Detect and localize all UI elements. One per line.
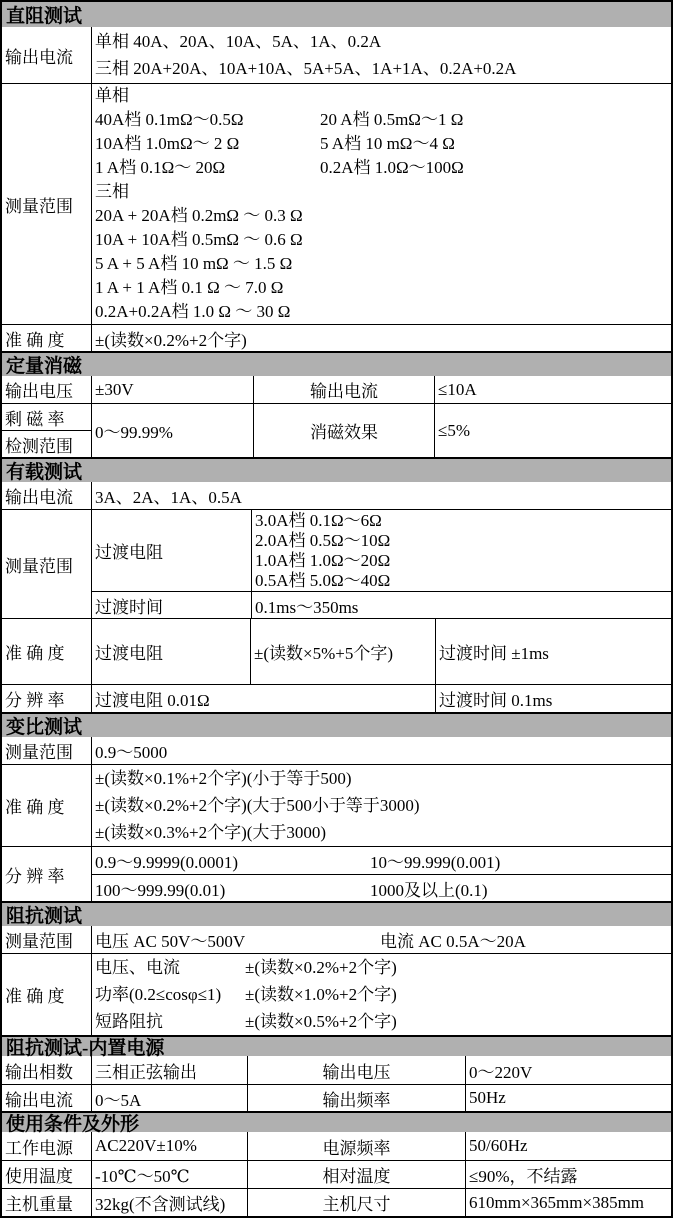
spec-cell: 0～99.99% <box>91 404 253 457</box>
spec-cell <box>251 510 671 591</box>
table-row <box>2 764 671 846</box>
table-row <box>2 1084 671 1111</box>
spec-cell: 50Hz <box>465 1085 671 1111</box>
spec-line: 2.0A档 0.5Ω～10Ω <box>255 530 391 550</box>
row-label: 输出电流 <box>5 1090 73 1110</box>
spec-line <box>95 954 668 981</box>
section-header-ratio-test <box>2 712 671 737</box>
row-label: 准 确 度 <box>5 798 65 817</box>
spec-line <box>95 981 668 1008</box>
spec-line: 三相 20A+20A、10A+10A、5A+5A、1A+1A、0.2A+0.2A <box>95 59 517 78</box>
spec-cell <box>91 765 671 846</box>
spec-cell: 0～5A <box>91 1085 247 1111</box>
row-label: 准 确 度 <box>5 330 65 350</box>
section-title: 阻抗测试-内置电源 <box>6 1038 165 1059</box>
row-label: 测量范围 <box>5 196 73 216</box>
section-title: 定量消磁 <box>6 356 83 377</box>
row-label: 分 辨 率 <box>5 691 65 710</box>
table-row <box>2 1132 671 1160</box>
spec-line <box>95 156 668 180</box>
spec-cell: 0～220V <box>465 1056 671 1084</box>
range-left: 1 A档 0.1Ω～ 20Ω <box>95 158 226 177</box>
spec-cell: 过渡时间 ±1ms <box>435 619 671 684</box>
row-label: 消磁效果 <box>253 404 434 457</box>
table-row <box>2 376 671 403</box>
spec-cell: AC220V±10% <box>91 1132 247 1160</box>
range-voltage: 电压 AC 50V～500V <box>95 932 246 951</box>
table-row <box>2 403 671 457</box>
row-label: 检测范围 <box>2 430 91 457</box>
row-label: 分 辨 率 <box>5 866 65 886</box>
accuracy-value: ±(读数×0.5%+2个字) <box>245 1012 397 1031</box>
row-label: 过渡时间 <box>95 597 163 617</box>
spec-cell: 过渡时间 0.1ms <box>435 685 671 712</box>
row-label: 工作电源 <box>5 1138 73 1158</box>
spec-cell: 0.9～5000 <box>91 737 671 764</box>
spec-line: 0.2A+0.2A档 1.0 Ω ～ 30 Ω <box>95 302 291 321</box>
table-row <box>2 482 671 509</box>
accuracy-item: 短路阻抗 <box>95 1012 163 1031</box>
table-row <box>2 1056 671 1084</box>
spec-cell: ≤90%，不结露 <box>465 1161 671 1188</box>
row-label: 主机重量 <box>5 1195 73 1214</box>
section-title: 变比测试 <box>6 717 83 738</box>
table-row <box>2 926 671 953</box>
table-row <box>2 953 671 1035</box>
range-left: 10A档 1.0mΩ～ 2 Ω <box>95 134 240 153</box>
row-label: 输出频率 <box>247 1085 465 1111</box>
row-label: 测量范围 <box>5 743 73 762</box>
spec-cell: ±(读数×5%+5个字) <box>250 619 435 684</box>
accuracy-value: ±(读数×0.2%+2个字) <box>245 958 397 977</box>
spec-line: ±(读数×0.2%+2个字)(大于500小于等于3000) <box>95 796 420 815</box>
range-subgroup <box>91 510 671 618</box>
range-right: 20 A档 0.5mΩ～1 Ω <box>320 110 464 129</box>
spec-cell: 过渡电阻 <box>91 619 250 684</box>
table-row <box>2 618 671 684</box>
spec-cell: 0.1ms～350ms <box>251 592 671 618</box>
sub-row <box>92 591 671 618</box>
row-label-stacked <box>2 404 91 457</box>
spec-line <box>95 1008 668 1035</box>
section-header-demag <box>2 351 671 376</box>
section-title: 使用条件及外形 <box>6 1114 140 1135</box>
row-label: 输出电流 <box>5 47 73 67</box>
row-label: 相对温度 <box>247 1161 465 1188</box>
sub-row <box>92 847 671 874</box>
section-title: 阻抗测试 <box>6 906 83 927</box>
section-header-onload-test <box>2 457 671 482</box>
table-row <box>2 27 671 83</box>
spec-line: ±(读数×0.1%+2个字)(小于等于500) <box>95 769 352 788</box>
section-header-impedance-test <box>2 901 671 926</box>
range-right: 0.2A档 1.0Ω～100Ω <box>320 158 464 177</box>
spec-cell: 32kg(不含测试线) <box>91 1189 247 1216</box>
row-label: 使用温度 <box>5 1167 73 1186</box>
table-row <box>2 324 671 351</box>
range-left: 40A档 0.1mΩ～0.5Ω <box>95 110 244 129</box>
section-title: 有载测试 <box>6 462 83 483</box>
table-row <box>2 737 671 764</box>
sub-row <box>92 874 671 901</box>
section-title: 直阻测试 <box>6 6 83 27</box>
spec-line: 3.0A档 0.1Ω～6Ω <box>255 510 382 530</box>
table-row <box>2 83 671 324</box>
spec-cell: 610mm×365mm×385mm <box>465 1189 671 1216</box>
spec-cell: 三相正弦输出 <box>91 1056 247 1084</box>
row-label: 输出电压 <box>5 382 73 401</box>
spec-line: 1.0A档 1.0Ω～20Ω <box>255 550 391 570</box>
spec-cell <box>91 954 671 1035</box>
spec-line: 三相 <box>95 182 129 201</box>
spec-cell: 50/60Hz <box>465 1132 671 1160</box>
spec-cell <box>91 84 671 324</box>
spec-line: 5 A + 5 A档 10 mΩ ～ 1.5 Ω <box>95 254 293 273</box>
spec-cell: ≤5% <box>434 404 671 457</box>
table-row <box>2 684 671 712</box>
table-row <box>2 846 671 901</box>
accuracy-item: 功率(0.2≤cosφ≤1) <box>95 985 222 1004</box>
section-header-impedance-source <box>2 1035 671 1059</box>
row-label: 电源频率 <box>247 1132 465 1160</box>
row-label: 过渡电阻 <box>95 543 163 562</box>
spec-cell: 3A、2A、1A、0.5A <box>91 482 671 509</box>
spec-line: 1 A + 1 A档 0.1 Ω ～ 7.0 Ω <box>95 278 284 297</box>
range-right: 5 A档 10 mΩ～4 Ω <box>320 134 455 153</box>
resolution-left: 100～999.99(0.01) <box>95 880 226 900</box>
section-header-conditions <box>2 1111 671 1135</box>
spec-cell: ±30V <box>91 376 253 403</box>
spec-line: 10A + 10A档 0.5mΩ ～ 0.6 Ω <box>95 230 303 249</box>
accuracy-value: ±(读数×1.0%+2个字) <box>245 985 397 1004</box>
row-label: 主机尺寸 <box>247 1189 465 1216</box>
spec-cell <box>91 27 671 83</box>
row-label: 输出电流 <box>5 488 73 507</box>
spec-line: 单相 <box>95 86 129 105</box>
table-row <box>2 509 671 618</box>
section-header-dc-test <box>2 2 671 27</box>
spec-cell <box>92 875 671 901</box>
row-label: 输出电压 <box>247 1056 465 1084</box>
resolution-right: 10～99.999(0.001) <box>370 853 501 872</box>
spec-cell <box>92 847 671 874</box>
accuracy-item: 电压、电流 <box>95 958 180 977</box>
row-label: 测量范围 <box>5 556 73 576</box>
spec-cell: ≤10A <box>434 376 671 403</box>
range-current: 电流 AC 0.5A～20A <box>380 932 526 951</box>
row-label: 测量范围 <box>5 932 73 951</box>
spec-cell: -10℃～50℃ <box>91 1161 247 1188</box>
sub-row <box>92 510 671 591</box>
resolution-subgroup <box>91 847 671 901</box>
spec-line: ±(读数×0.3%+2个字)(大于3000) <box>95 823 327 842</box>
spec-line: 20A + 20A档 0.2mΩ ～ 0.3 Ω <box>95 206 303 225</box>
spec-line <box>95 108 668 132</box>
row-label: 准 确 度 <box>5 987 65 1006</box>
row-label: 剩 磁 率 <box>5 409 65 429</box>
table-row <box>2 1188 671 1216</box>
spec-cell: ±(读数×0.2%+2个字) <box>91 325 671 351</box>
row-label: 输出相数 <box>5 1062 73 1082</box>
spec-line: 单相 40A、20A、10A、5A、1A、0.2A <box>95 32 382 51</box>
row-label: 输出电流 <box>253 376 434 403</box>
spec-cell: 过渡电阻 0.01Ω <box>91 685 435 712</box>
spec-cell <box>91 926 671 953</box>
table-row <box>2 1160 671 1188</box>
spec-line: 0.5A档 5.0Ω～40Ω <box>255 570 391 590</box>
resolution-left: 0.9～9.9999(0.0001) <box>95 853 239 872</box>
resolution-right: 1000及以上(0.1) <box>370 880 488 900</box>
spec-line <box>95 132 668 156</box>
row-label: 准 确 度 <box>5 644 65 663</box>
